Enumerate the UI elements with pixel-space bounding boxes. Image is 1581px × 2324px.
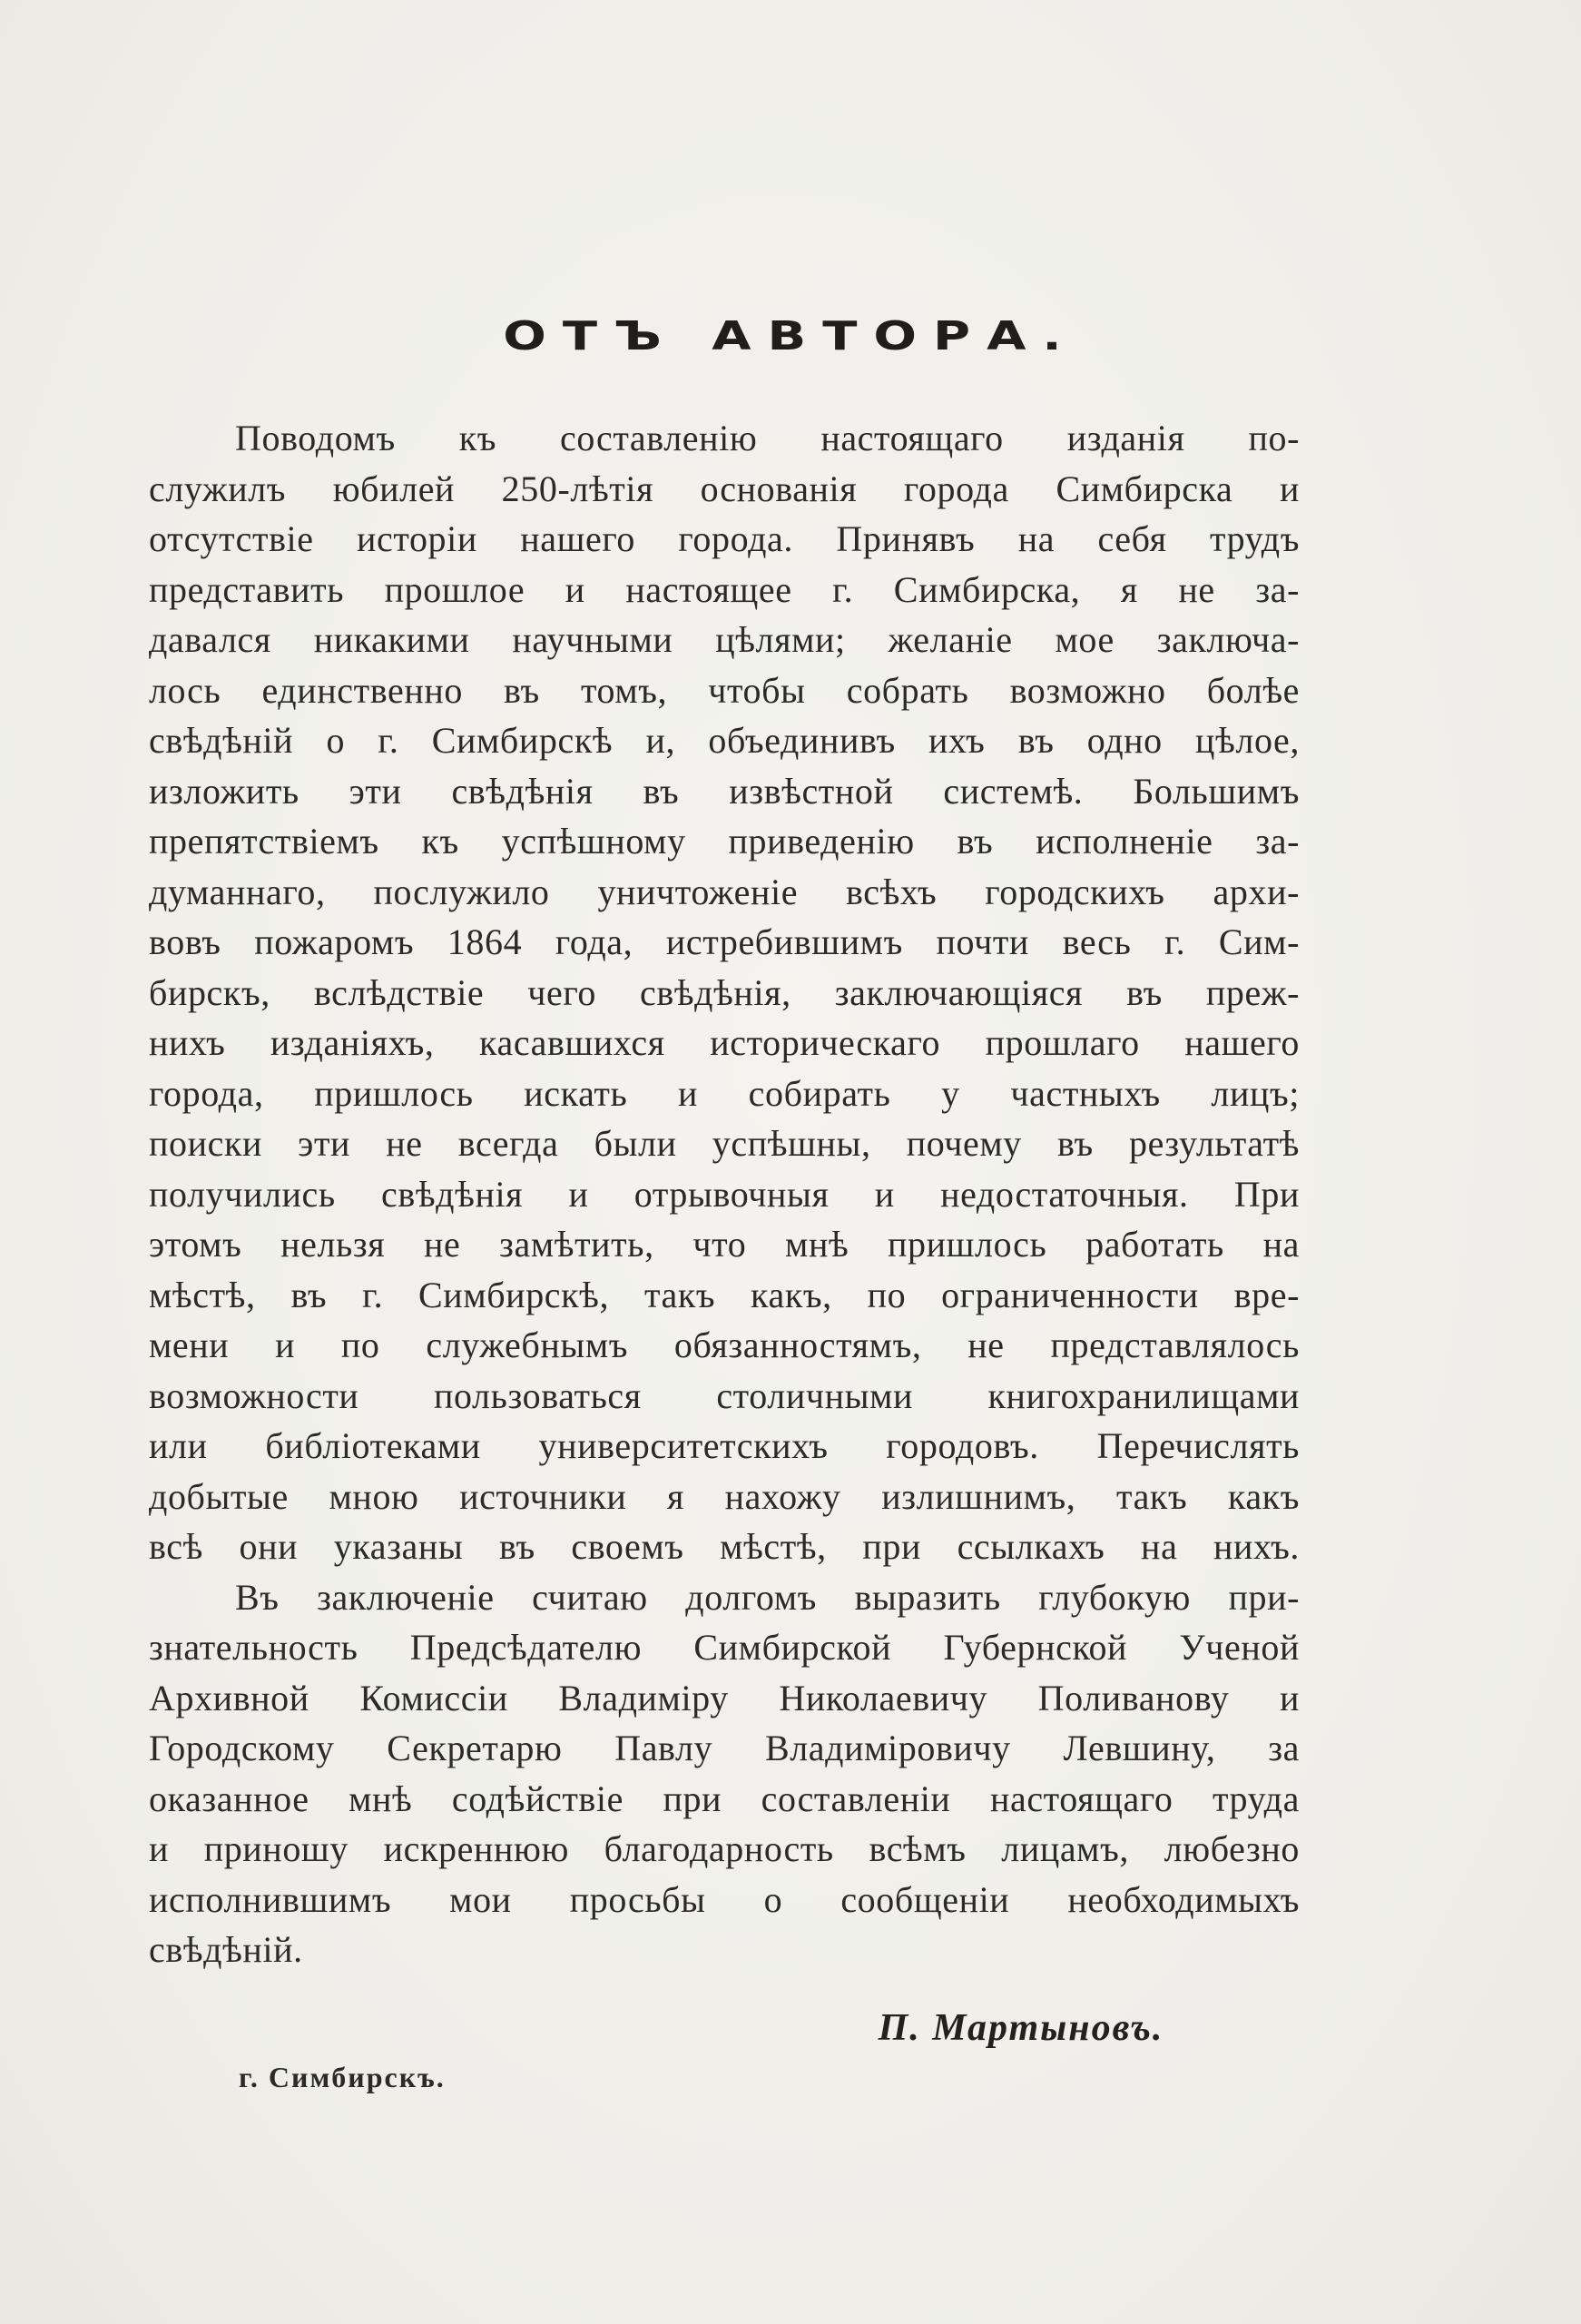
text-line: думаннаго, послужило уничтоженіе всѣхъ городскихъ архи- xyxy=(149,871,1300,912)
text-line: этомъ нельзя не замѣтить, что мнѣ пришлось работать на xyxy=(149,1224,1300,1265)
text-line: свѣдѣній о г. Симбирскѣ и, объединивъ ихъ въ одно цѣлое, xyxy=(149,720,1300,761)
text-line: оказанное мнѣ содѣйствіе при составленіи настоящаго труда xyxy=(149,1777,1300,1819)
text-line: бирскъ, вслѣдствіе чего свѣдѣнія, заключающіяся въ преж- xyxy=(149,971,1300,1013)
text-line: поиски эти не всегда были успѣшны, почему въ результатѣ xyxy=(149,1123,1300,1164)
place-of-writing: г. Симбирскъ. xyxy=(239,2061,446,2093)
text-line: нихъ изданіяхъ, касавшихся историческаго прошлаго нашего xyxy=(149,1022,1300,1063)
text-line: Поводомъ къ составленію настоящаго изданія по- xyxy=(235,418,1300,458)
text-line: или библіотеками университетскихъ городовъ. Перечислять xyxy=(149,1425,1300,1466)
text-line: города, пришлось искать и собирать у частныхъ лицъ; xyxy=(149,1072,1300,1114)
text-line: Архивной Комиссіи Владиміру Николаевичу Поливанову и xyxy=(149,1677,1300,1718)
author-signature: П. Мартыновъ. xyxy=(878,2007,1164,2049)
text-line: давался никакими научными цѣлями; желаніе мое заключа- xyxy=(149,619,1300,660)
text-line: свѣдѣній. xyxy=(149,1929,303,1970)
text-line: служилъ юбилей 250-лѣтія основанія города Симбирска и xyxy=(149,468,1300,509)
text-line: препятствіемъ къ успѣшному приведенію въ исполненіе за- xyxy=(149,821,1300,862)
text-line: изложить эти свѣдѣнія въ извѣстной системѣ. Большимъ xyxy=(149,770,1300,812)
text-line: вовъ пожаромъ 1864 года, истребившимъ почти весь г. Сим- xyxy=(149,921,1300,962)
text-line: всѣ они указаны въ своемъ мѣстѣ, при ссылкахъ на нихъ. xyxy=(149,1526,1300,1567)
text-line: добытые мною источники я нахожу излишнимъ, такъ какъ xyxy=(149,1475,1300,1517)
text-line: знательность Предсѣдателю Симбирской Губернской Ученой xyxy=(149,1627,1300,1668)
text-line: получились свѣдѣнія и отрывочныя и недостаточныя. При xyxy=(149,1173,1300,1215)
text-line: лось единственно въ томъ, чтобы собрать возможно болѣе xyxy=(149,669,1300,711)
text-line: мени и по служебнымъ обязанностямъ, не представлялось xyxy=(149,1324,1300,1365)
text-line: возможности пользоваться столичными книгохранилищами xyxy=(149,1374,1300,1416)
text-line: исполнившимъ мои просьбы о сообщеніи необходимыхъ xyxy=(149,1878,1300,1920)
text-line: представить прошлое и настоящее г. Симбирска, я не за- xyxy=(149,568,1300,610)
text-line: Въ заключеніе считаю долгомъ выразить глубокую при- xyxy=(235,1576,1300,1618)
text-line: Городскому Секретарю Павлу Владиміровичу Левшину, за xyxy=(149,1728,1300,1768)
preface-text xyxy=(149,413,1300,1975)
text-line: мѣстѣ, въ г. Симбирскѣ, такъ какъ, по ограниченности вре- xyxy=(149,1274,1300,1315)
page-title: ОТЪ АВТОРА. xyxy=(503,313,1078,359)
text-line: отсутствіе исторіи нашего города. Принявъ на себя трудъ xyxy=(149,518,1300,559)
text-line: и приношу искреннюю благодарность всѣмъ лицамъ, любезно xyxy=(149,1828,1300,1869)
